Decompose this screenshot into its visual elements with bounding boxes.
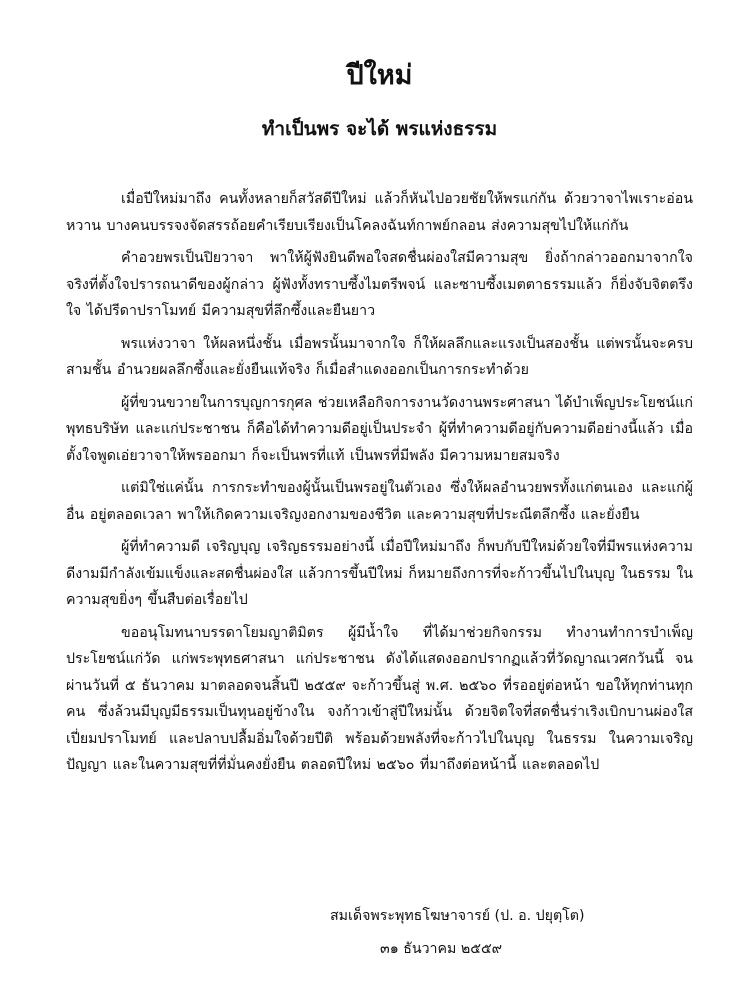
paragraph-7: ขออนุโมทนาบรรดาโยมญาติมิตร ผู้มีน้ำใจ ที่ได้มาช่วยกิจกรรม ทำงานทำการบำเพ็ญประโยชน์แก่วัด แก่พระพุทธศาสนา แก่ประชาชน ดังได้แสดงออกปรากฏแล้วที่วัดญาณเวศกวันนี้ จนผ่านวันที่ ๕ ธันวาคม มาตลอดจนสิ้นปี ๒๕๕๙ จะก้าวขึ้นสู่ พ.ศ. ๒๕๖๐ ที่รออยู่ต่อหน้า ขอให้ทุกท่านทุกคน ซึ่งล้วนมีบุญมีธรรมเป็นทุนอยู่ข้างใน จงก้าวเข้าสู่ปีใหม่นั้น ด้วยจิตใจที่สดชื่นร่าเริงเบิกบานผ่องใสเปี่ยมปราโมทย์ และปลาบปลื้มอิ่มใจด้วยปีติ พร้อมด้วยพลังที่จะก้าวไปในบุญ ในธรรม ในความเจริญปัญญา และในความสุขที่ที่มั่นคงยั่งยืน ตลอดปีใหม่ ๒๕๖๐ ที่มาถึงต่อหน้านี้ และตลอดไป — [66, 624, 693, 773]
document-body — [66, 186, 693, 779]
signature-name: สมเด็จพระพุทธโฆษาจารย์ (ป. อ. ปยุตฺโต) — [330, 908, 585, 924]
paragraph-3: พรแห่งวาจา ให้ผลหนึ่งชั้น เมื่อพรนั้นมาจากใจ ก็ให้ผลลึกและแรงเป็นสองชั้น แต่พรนั้นจะครบสามชั้น อำนวยผลลึกซึ้งและยั่งยืนแท้จริง ก็เมื่อสำแดงออกเป็นการกระทำด้วย — [66, 335, 693, 378]
paragraph-2: คำอวยพรเป็นปิยวาจา พาให้ผู้ฟังยินดีพอใจสดชื่นผ่องใสมีความสุข ยิ่งถ้ากล่าวออกมาจากใจจริงที่ตั้งใจปรารถนาดีของผู้กล่าว ผู้ฟังทั้งทราบซึ้งไมตรีพจน์ และซาบซึ้งเมตตาธรรมแล้ว ก็ยิ่งจับจิตตรึงใจ ได้ปรีดาปราโมทย์ มีความสุขที่ลึกซึ้งและยืนยาว — [66, 250, 693, 319]
document-title: ปีใหม่ — [346, 60, 413, 91]
paragraph-6: ผู้ที่ทำความดี เจริญบุญ เจริญธรรมอย่างนี้ เมื่อปีใหม่มาถึง ก็พบกับปีใหม่ด้วยใจที่มีพรแห่งความดีงามมีกำลังเข้มแข็งและสดชื่นผ่องใส แล้วการขึ้นปีใหม่ ก็หมายถึงการที่จะก้าวขึ้นไปในบุญ ในธรรม ในความสุขยิ่งๆ ขึ้นสืบต่อเรื่อยไป — [66, 539, 693, 608]
paragraph-5: แต่มิใช่แค่นั้น การกระทำของผู้นั้นเป็นพรอยู่ในตัวเอง ซึ่งให้ผลอำนวยพรทั้งแก่ตนเอง และแก่ผู้อื่น อยู่ตลอดเวลา พาให้เกิดความเจริญงอกงามของชีวิต และความสุขที่ประณีตลึกซึ้ง และยั่งยืน — [66, 480, 693, 523]
document-subtitle: ทำเป็นพร จะได้ พรแห่งธรรม — [261, 118, 498, 140]
paragraph-1: เมื่อปีใหม่มาถึง คนทั้งหลายก็สวัสดีปีใหม่ แล้วก็หันไปอวยชัยให้พรแก่กัน ด้วยวาจาไพเราะอ่อนหวาน บางคนบรรจงจัดสรรถ้อยคำเรียบเรียงเป็นโคลงฉันท์กาพย์กลอน ส่งความสุขไปให้แก่กัน — [66, 191, 693, 234]
paragraph-4: ผู้ที่ขวนขวายในการบุญการกุศล ช่วยเหลือกิจการงานวัดงานพระศาสนา ได้บำเพ็ญประโยชน์แก่พุทธบริษัท และแก่ประชาชน ก็คือได้ทำความดีอยู่เป็นประจำ ผู้ที่ทำความดีอยู่กับความดีอย่างนี้แล้ว เมื่อตั้งใจพูดเอ่ยวาจาให้พรออกมา ก็จะเป็นพรที่แท้ เป็นพรที่มีพลัง มีความหมายสมจริง — [66, 394, 693, 464]
signature-date: ๓๑ ธันวาคม ๒๕๕๙ — [380, 941, 503, 957]
